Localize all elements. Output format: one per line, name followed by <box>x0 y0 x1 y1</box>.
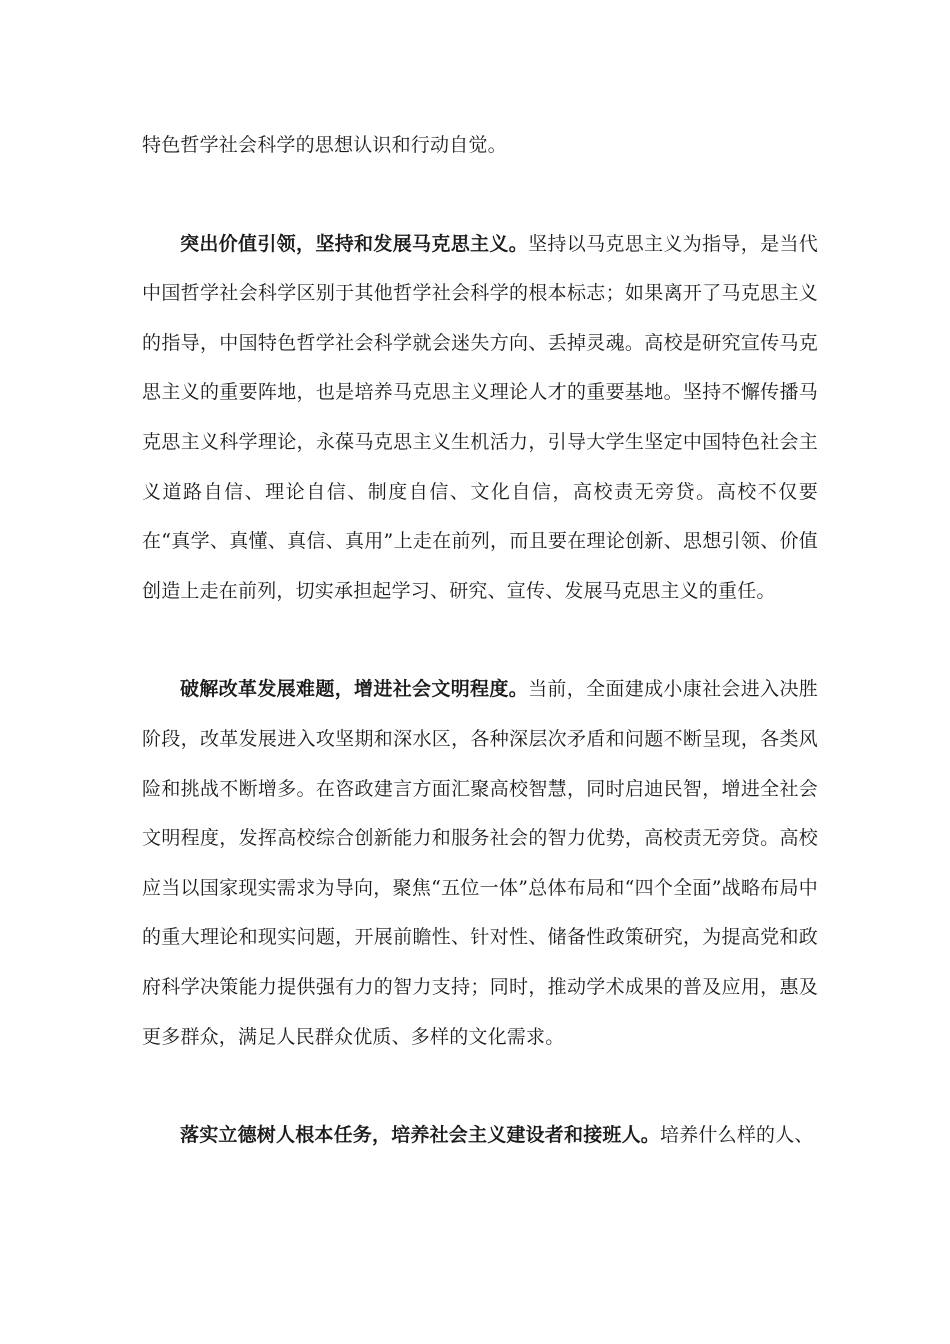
paragraph-body: 当前，全面建成小康社会进入决胜阶段，改革发展进入攻坚期和深水区，各种深层次矛盾和问题不断呈现，各类风险和挑战不断增多。在咨政建言方面汇聚高校智慧，同时启迪民智，增进全社会文明程度，发挥高校综合创新能力和服务社会的智力优势，高校责无旁贷。高校应当以国家现实需求为导向，聚焦“五位一体”总体布局和“四个全面”战略布局中的重大理论和现实问题，开展前瞻性、针对性、储备性政策研究，为提高党和政府科学决策能力提供强有力的智力支持；同时，推动学术成果的普及应用，惠及更多群众，满足人民群众优质、多样的文化需求。 <box>142 678 818 1048</box>
paragraph-reform <box>142 665 818 1062</box>
paragraph-marxism <box>142 220 818 617</box>
paragraph-heading: 破解改革发展难题，增进社会文明程度。 <box>180 678 529 701</box>
document-page <box>142 121 818 1161</box>
paragraph-body: 培养什么样的人、 <box>660 1124 814 1147</box>
continuation-paragraph: 特色哲学社会科学的思想认识和行动自觉。 <box>142 134 507 156</box>
paragraph-heading: 突出价值引领，坚持和发展马克思主义。 <box>180 232 529 255</box>
paragraph-heading: 落实立德树人根本任务，培养社会主义建设者和接班人。 <box>180 1124 661 1147</box>
paragraph-moral-education <box>142 1111 818 1161</box>
paragraph-body: 坚持以马克思主义为指导，是当代中国哲学社会科学区别于其他哲学社会科学的根本标志；如果离开了马克思主义的指导，中国特色哲学社会科学就会迷失方向、丢掉灵魂。高校是研究宣传马克思主义的重要阵地，也是培养马克思主义理论人才的重要基地。坚持不懈传播马克思主义科学理论，永葆马克思主义生机活力，引导大学生坚定中国特色社会主义道路自信、理论自信、制度自信、文化自信，高校责无旁贷。高校不仅要在“真学、真懂、真信、真用”上走在前列，而且要在理论创新、思想引领、价值创造上走在前列，切实承担起学习、研究、宣传、发展马克思主义的重任。 <box>142 232 818 602</box>
